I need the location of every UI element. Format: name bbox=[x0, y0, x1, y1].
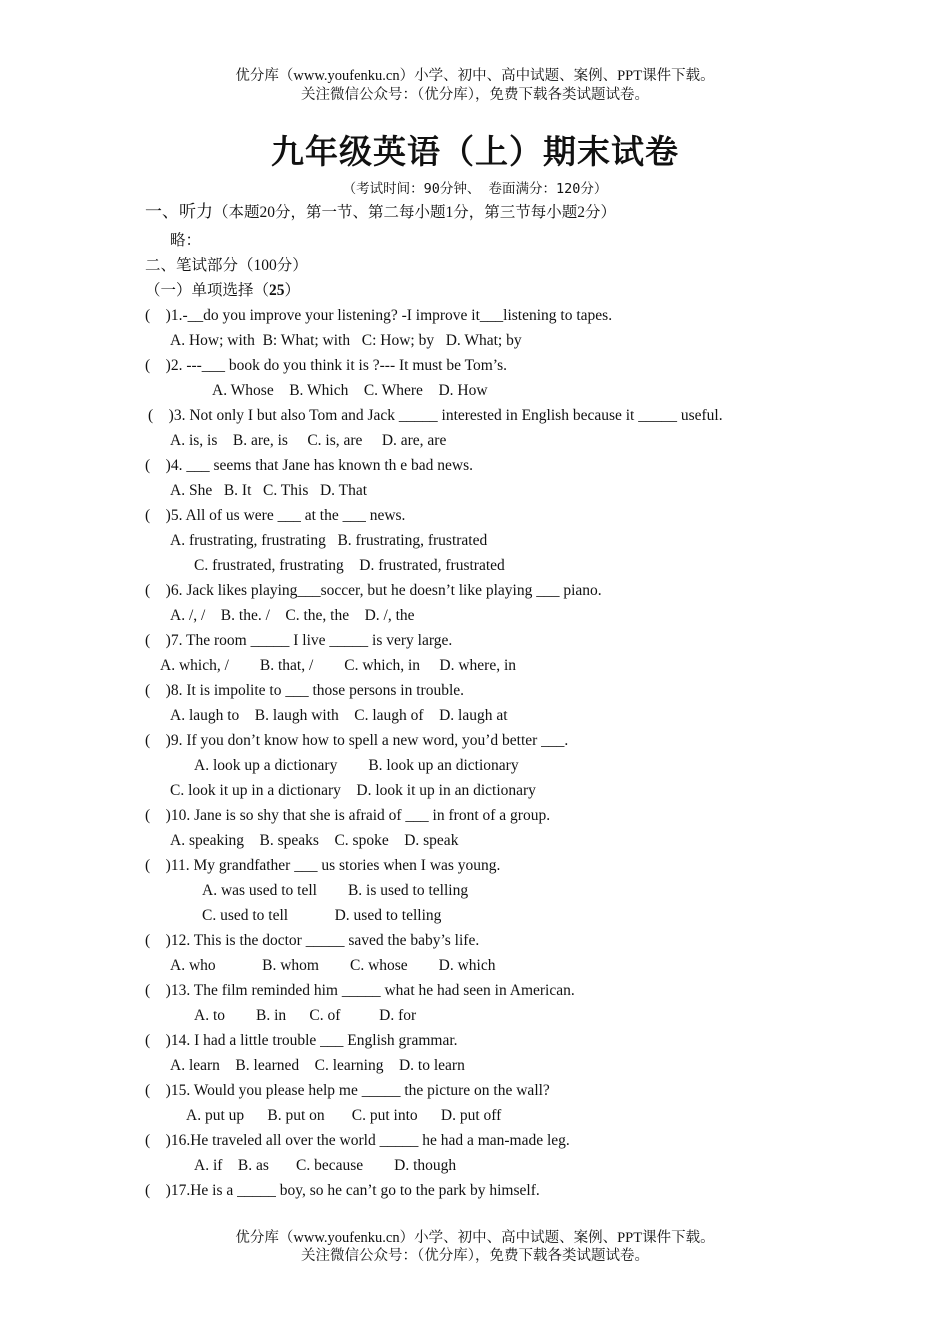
question-options: C. used to tell D. used to telling bbox=[202, 907, 442, 924]
question-options: A. /, / B. the. / C. the, the D. /, the bbox=[170, 607, 415, 624]
question-stem: ( )5. All of us were ___ at the ___ news. bbox=[145, 507, 406, 524]
question-options: A. laugh to B. laugh with C. laugh of D. laugh at bbox=[170, 707, 508, 724]
question-options: C. look it up in a dictionary D. look it up in an dictionary bbox=[170, 782, 536, 799]
question-options: C. frustrated, frustrating D. frustrated, frustrated bbox=[194, 557, 505, 574]
question-stem: ( )6. Jack likes playing___soccer, but he doesn’t like playing ___ piano. bbox=[145, 582, 602, 599]
question-stem: ( )9. If you don’t know how to spell a new word, you’d better ___. bbox=[145, 732, 569, 749]
part-heading-close: ） bbox=[284, 282, 301, 299]
header-line-1: 优分库（www.youfenku.cn）小学、初中、高中试题、案例、PPT课件下载。 bbox=[235, 68, 715, 84]
question-options: A. was used to tell B. is used to telling bbox=[202, 882, 469, 899]
question-stem: ( )17.He is a _____ boy, so he can’t go to the park by himself. bbox=[145, 1182, 540, 1199]
question-stem: ( )12. This is the doctor _____ saved the baby’s life. bbox=[145, 932, 480, 949]
section-listening bbox=[145, 202, 616, 223]
question-options: A. Whose B. Which C. Where D. How bbox=[212, 382, 488, 399]
question-options: A. which, / B. that, / C. which, in D. where, in bbox=[160, 657, 517, 674]
question-stem: ( )8. It is impolite to ___ those persons in trouble. bbox=[145, 682, 465, 699]
question-stem: ( )2. ---___ book do you think it is ?--- It must be Tom’s. bbox=[145, 357, 507, 374]
question-stem: ( )7. The room _____ I live _____ is very large. bbox=[145, 632, 453, 649]
question-stem: ( )15. Would you please help me _____ the picture on the wall? bbox=[145, 1082, 550, 1099]
question-options: A. How; with B: What; with C: How; by D. What; by bbox=[170, 332, 522, 349]
header-line-2: 关注微信公众号：（优分库），免费下载各类试题试卷。 bbox=[301, 87, 649, 103]
exam-subtitle: （考试时间：90分钟、 卷面满分：120分） bbox=[342, 181, 608, 197]
section-listening-body: 略： bbox=[170, 232, 202, 249]
part-single-choice-heading bbox=[145, 281, 300, 301]
question-stem: ( )13. The film reminded him _____ what he had seen in American. bbox=[145, 982, 575, 999]
question-options: A. to B. in C. of D. for bbox=[194, 1007, 417, 1024]
question-stem: ( )1.-__do you improve your listening? -I improve it___listening to tapes. bbox=[145, 307, 613, 324]
question-options: A. learn B. learned C. learning D. to learn bbox=[170, 1057, 465, 1074]
question-options: A. is, is B. are, is C. is, are D. are, are bbox=[170, 432, 447, 449]
question-stem: ( )11. My grandfather ___ us stories when I was young. bbox=[145, 857, 501, 874]
section-listening-note: （本题20分，第一节、第二每小题1分，第三节每小题2分） bbox=[213, 204, 617, 221]
question-options: A. who B. whom C. whose D. which bbox=[170, 957, 496, 974]
question-options: A. look up a dictionary B. look up an dictionary bbox=[194, 757, 519, 774]
section-written-heading: 二、笔试部分（100分） bbox=[145, 257, 308, 274]
part-heading-score: 25 bbox=[269, 282, 285, 299]
page-title: 九年级英语（上）期末试卷 bbox=[271, 132, 679, 171]
question-stem: ( )14. I had a little trouble ___ English grammar. bbox=[145, 1032, 458, 1049]
question-options: A. put up B. put on C. put into D. put off bbox=[186, 1107, 502, 1124]
question-options: A. She B. It C. This D. That bbox=[170, 482, 368, 499]
question-stem: ( )4. ___ seems that Jane has known th e bad news. bbox=[145, 457, 474, 474]
question-stem: ( )3. Not only I but also Tom and Jack _____ interested in English because it _____ useful. bbox=[148, 407, 723, 424]
question-stem: ( )10. Jane is so shy that she is afraid of ___ in front of a group. bbox=[145, 807, 551, 824]
part-heading-text: （一）单项选择（ bbox=[145, 282, 270, 299]
footer-line-1: 优分库（www.youfenku.cn）小学、初中、高中试题、案例、PPT课件下载。 bbox=[235, 1230, 715, 1246]
question-stem: ( )16.He traveled all over the world _____ he had a man-made leg. bbox=[145, 1132, 570, 1149]
footer-line-2: 关注微信公众号：（优分库），免费下载各类试题试卷。 bbox=[301, 1248, 649, 1264]
question-options: A. speaking B. speaks C. spoke D. speak bbox=[170, 832, 459, 849]
question-options: A. if B. as C. because D. though bbox=[194, 1157, 457, 1174]
section-listening-heading: 一、听力 bbox=[145, 202, 213, 221]
question-options: A. frustrating, frustrating B. frustrating, frustrated bbox=[170, 532, 488, 549]
